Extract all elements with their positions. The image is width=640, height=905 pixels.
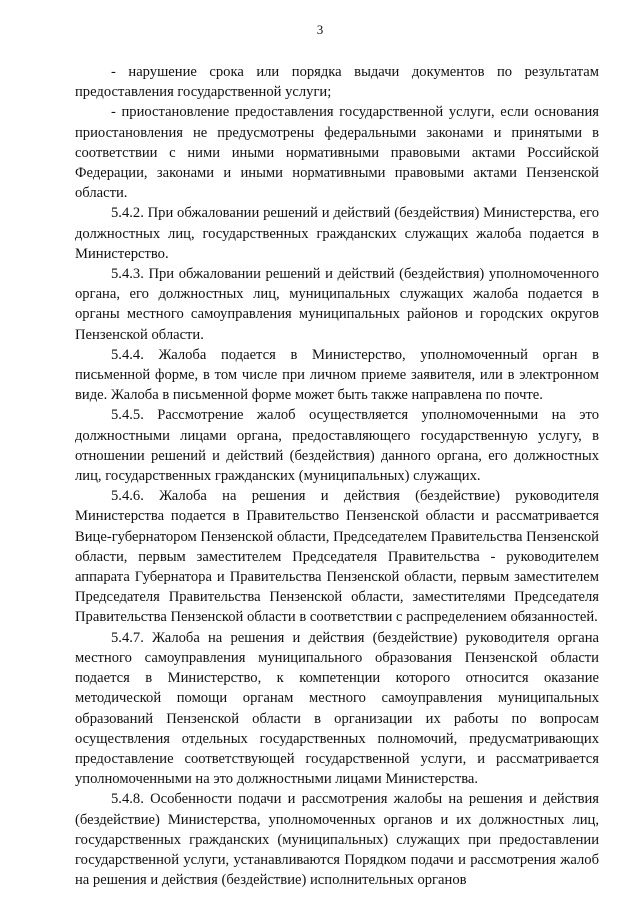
paragraph-5-4-5: 5.4.5. Рассмотрение жалоб осуществляется уполномоченными на это должностными лицами органа, предоставляющего государственную услугу, в отношении решений и действий (бездействия) данного органа, его должностных лиц, государственных гражданских (муниципальных) служащих.: [75, 407, 599, 485]
document-body: [75, 62, 599, 890]
paragraph-5-4-4: 5.4.4. Жалоба подается в Министерство, уполномоченный орган в письменной форме, в том числе при личном приеме заявителя, или в электронном виде. Жалоба в письменной форме может быть также направлена по почте.: [75, 346, 599, 404]
paragraph-5-4-6: 5.4.6. Жалоба на решения и действия (бездействие) руководителя Министерства подается в Правительство Пензенской области и рассматривается Вице-губернатором Пензенской области, Председателем Правительства Пензенской области, первым заместителем Председателя Правительства - руководителем аппарата Губернатора и Правительства Пензенской области, первым заместителем Председателя Правительства Пензенской области, заместителями Председателя Правительства Пензенской области в соответствии с распределением обязанностей.: [75, 488, 599, 626]
paragraph-deadline-violation: - нарушение срока или порядка выдачи документов по результатам предоставления государственной услуги;: [75, 64, 599, 101]
paragraph-5-4-3: 5.4.3. При обжаловании решений и действий (бездействия) уполномоченного органа, его должностных лиц, муниципальных служащих жалоба подается в органы местного самоуправления муниципальных районов и городских округов Пензенской области.: [75, 266, 599, 343]
page-number: 3: [316, 22, 324, 37]
paragraph-5-4-2: 5.4.2. При обжаловании решений и действий (бездействия) Министерства, его должностных лиц, государственных гражданских служащих жалоба подается в Министерство.: [75, 205, 599, 262]
paragraph-5-4-7: 5.4.7. Жалоба на решения и действия (бездействие) руководителя органа местного самоуправления муниципального образования Пензенской области подается в Министерство, к компетенции которого относится оказание методической помощи органам местного самоуправления муниципальных образований Пензенской области в организации их работы по вопросам осуществления отдельных государственных полномочий, предусматривающих предоставление соответствующей государственной услуги, и рассматривается уполномоченными на это должностными лицами Министерства.: [75, 629, 599, 788]
paragraph-suspension: - приостановление предоставления государственной услуги, если основания приостановления не предусмотрены федеральными законами и принятыми в соответствии с ними иными нормативными правовыми актами Российской Федерации, законами и иными нормативными правовыми актами Пензенской области.: [75, 104, 599, 202]
paragraph-5-4-8: 5.4.8. Особенности подачи и рассмотрения жалобы на решения и действия (бездействие) Министерства, уполномоченных органов и их должностных лиц, государственных гражданских (муниципальных) служащих при предоставлении государственной услуги, устанавливаются Порядком подачи и рассмотрения жалоб на решения и действия (бездействие) исполнительных органов: [75, 791, 599, 889]
